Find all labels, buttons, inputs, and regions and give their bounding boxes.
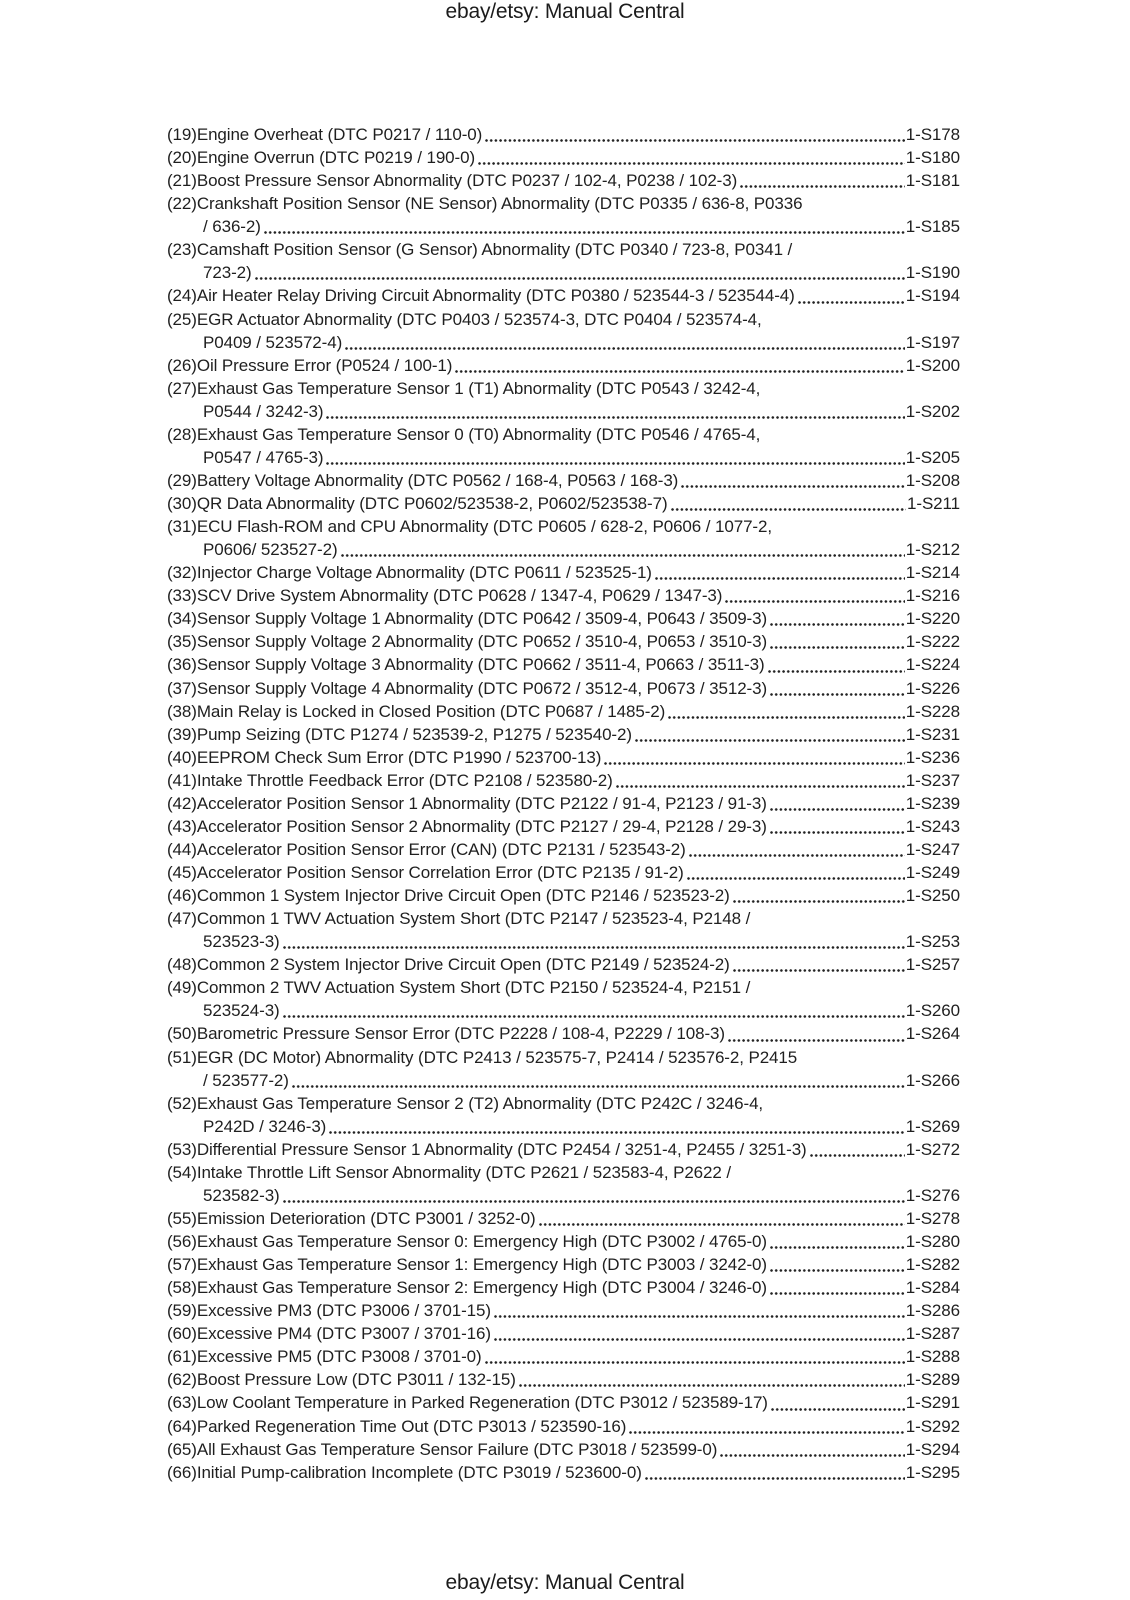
toc-page-ref: 1-S289	[905, 1370, 960, 1390]
dot-leader	[728, 1039, 905, 1042]
toc-page-ref: 1-S237	[905, 770, 960, 790]
toc-line	[167, 146, 960, 169]
toc-entry-text: / 523577-2)	[203, 1070, 289, 1090]
toc-line	[167, 884, 960, 907]
dot-leader	[283, 1015, 905, 1018]
toc-entry-text: (49)Common 2 TWV Actuation System Short (DTC P2150 / 523524-4, P2151 /	[167, 978, 751, 998]
toc-line	[167, 1230, 960, 1253]
toc-page-ref: 1-S269	[905, 1116, 960, 1136]
toc-line	[167, 1092, 960, 1115]
dot-leader	[770, 808, 905, 811]
dot-leader	[604, 762, 904, 765]
page-header: ebay/etsy: Manual Central	[445, 0, 685, 23]
dot-leader	[733, 969, 905, 972]
toc-line	[167, 1368, 960, 1391]
dot-leader	[519, 1384, 905, 1387]
toc-entry-text: P0606/ 523527-2)	[203, 540, 338, 560]
toc-page-ref: 1-S197	[905, 332, 960, 352]
toc-entry-text: (39)Pump Seizing (DTC P1274 / 523539-2, P1275 / 523540-2)	[167, 724, 632, 744]
toc-line	[167, 930, 960, 953]
toc-page-ref: 1-S190	[905, 263, 960, 283]
dot-leader	[478, 162, 905, 165]
dot-leader	[494, 1338, 905, 1341]
toc-page-ref: 1-S226	[905, 678, 960, 698]
toc-entry-text: (23)Camshaft Position Sensor (G Sensor) Abnormality (DTC P0340 / 723-8, P0341 /	[167, 240, 793, 260]
toc-page-ref: 1-S178	[905, 125, 960, 144]
dot-leader	[326, 462, 904, 465]
toc-entry-text: (53)Differential Pressure Sensor 1 Abnormality (DTC P2454 / 3251-4, P2455 / 3251-3)	[167, 1139, 807, 1159]
toc-page-ref: 1-S272	[905, 1139, 960, 1159]
toc-page-ref: 1-S280	[905, 1232, 960, 1251]
toc-entry-text: (31)ECU Flash-ROM and CPU Abnormality (DTC P0605 / 628-2, P0606 / 1077-2,	[167, 517, 772, 537]
toc-entry-text: / 636-2)	[203, 217, 261, 237]
toc-page-ref: 1-S228	[905, 701, 960, 721]
toc-line	[167, 515, 960, 538]
toc-page-ref: 1-S180	[905, 148, 960, 168]
toc-line	[167, 815, 960, 838]
toc-line	[167, 630, 960, 653]
toc-line	[167, 1161, 960, 1184]
dot-leader	[770, 1292, 905, 1295]
toc-line	[167, 1391, 960, 1414]
toc-entry-text: (19)Engine Overheat (DTC P0217 / 110-0)	[167, 125, 483, 144]
toc-page-ref: 1-S208	[905, 470, 960, 490]
dot-leader	[810, 1154, 905, 1157]
toc-line	[167, 284, 960, 307]
dot-leader	[616, 785, 905, 788]
toc-entry-text: (59)Excessive PM3 (DTC P3006 / 3701-15)	[167, 1301, 491, 1321]
toc-line	[167, 331, 960, 354]
toc-line	[167, 561, 960, 584]
toc-line	[167, 169, 960, 192]
toc-page-ref: 1-S243	[905, 816, 960, 836]
dot-leader	[671, 508, 907, 511]
toc-entry-text: 523524-3)	[203, 1001, 280, 1021]
toc-line	[167, 492, 960, 515]
dot-leader	[770, 693, 905, 696]
toc-line	[167, 1138, 960, 1161]
toc-page-ref: 1-S250	[905, 886, 960, 906]
toc-line	[167, 700, 960, 723]
dot-leader	[740, 185, 905, 188]
toc-entry-text: (28)Exhaust Gas Temperature Sensor 0 (T0) Abnormality (DTC P0546 / 4765-4,	[167, 424, 761, 444]
toc-entry-text: (22)Crankshaft Position Sensor (NE Sensor) Abnormality (DTC P0335 / 636-8, P0336	[167, 194, 803, 214]
toc-entry-text: (65)All Exhaust Gas Temperature Sensor Failure (DTC P3018 / 523599-0)	[167, 1439, 718, 1459]
dot-leader	[283, 1200, 905, 1203]
toc-entry-text: (35)Sensor Supply Voltage 2 Abnormality (DTC P0652 / 3510-4, P0653 / 3510-3)	[167, 632, 768, 652]
toc-line	[167, 469, 960, 492]
toc-page-ref: 1-S295	[905, 1462, 960, 1482]
toc-page-ref: 1-S194	[905, 286, 960, 306]
toc-entry-text: (42)Accelerator Position Sensor 1 Abnormality (DTC P2122 / 91-4, P2123 / 91-3)	[167, 793, 767, 813]
dot-leader	[668, 716, 905, 719]
toc-line	[167, 1415, 960, 1438]
toc-page-ref: 1-S260	[905, 1001, 960, 1021]
toc-entry-text: (47)Common 1 TWV Actuation System Short (DTC P2147 / 523523-4, P2148 /	[167, 909, 751, 929]
toc-entry-text: (54)Intake Throttle Lift Sensor Abnormality (DTC P2621 / 523583-4, P2622 /	[167, 1162, 731, 1182]
toc-line	[167, 1069, 960, 1092]
toc-line	[167, 1253, 960, 1276]
toc-page-ref: 1-S224	[905, 655, 960, 675]
dot-leader	[326, 416, 904, 419]
toc-entry-text: (55)Emission Deterioration (DTC P3001 / 3252-0)	[167, 1208, 536, 1228]
dot-leader	[341, 554, 905, 557]
toc-line	[167, 1022, 960, 1045]
toc-entry-text: 523582-3)	[203, 1185, 280, 1205]
toc-line	[167, 308, 960, 331]
toc-entry-text: (48)Common 2 System Injector Drive Circuit Open (DTC P2149 / 523524-2)	[167, 955, 730, 975]
dot-leader	[770, 1269, 905, 1272]
toc-page-ref: 1-S249	[905, 863, 960, 882]
toc-line	[167, 746, 960, 769]
toc-line	[167, 1438, 960, 1461]
toc-entry-text: (58)Exhaust Gas Temperature Sensor 2: Emergency High (DTC P3004 / 3246-0)	[167, 1278, 767, 1298]
toc-entry-text: (66)Initial Pump-calibration Incomplete (DTC P3019 / 523600-0)	[167, 1462, 642, 1482]
toc-line	[167, 446, 960, 469]
toc-entry-text: (51)EGR (DC Motor) Abnormality (DTC P2413 / 523575-7, P2414 / 523576-2, P2415	[167, 1047, 798, 1067]
toc-line	[167, 377, 960, 400]
toc-entry-text: (56)Exhaust Gas Temperature Sensor 0: Emergency High (DTC P3002 / 4765-0)	[167, 1232, 767, 1251]
toc-page-ref: 1-S253	[905, 932, 960, 952]
toc-page-ref: 1-S257	[905, 955, 960, 975]
toc-page-ref: 1-S205	[905, 447, 960, 467]
toc-line	[167, 907, 960, 930]
toc-entry-text: 723-2)	[203, 263, 252, 283]
dot-leader	[455, 370, 904, 373]
toc-entry-text: (44)Accelerator Position Sensor Error (CAN) (DTC P2131 / 523543-2)	[167, 839, 686, 859]
toc-line	[167, 354, 960, 377]
toc-line	[167, 1115, 960, 1138]
toc-entry-text: (33)SCV Drive System Abnormality (DTC P0628 / 1347-4, P0629 / 1347-3)	[167, 586, 723, 606]
dot-leader	[255, 277, 905, 280]
dot-leader	[681, 485, 905, 488]
toc-page-ref: 1-S266	[905, 1070, 960, 1090]
toc-page-ref: 1-S239	[905, 793, 960, 813]
toc-line	[167, 261, 960, 284]
toc-entry-text: (29)Battery Voltage Abnormality (DTC P0562 / 168-4, P0563 / 168-3)	[167, 470, 679, 490]
dot-leader	[645, 1477, 905, 1480]
toc-line	[167, 1046, 960, 1069]
toc-line	[167, 1299, 960, 1322]
toc-entry-text: (25)EGR Actuator Abnormality (DTC P0403 / 523574-3, DTC P0404 / 523574-4,	[167, 309, 762, 329]
toc-entry-text: (52)Exhaust Gas Temperature Sensor 2 (T2) Abnormality (DTC P242C / 3246-4,	[167, 1093, 764, 1113]
dot-leader	[329, 1131, 905, 1134]
toc-entry-text: (30)QR Data Abnormality (DTC P0602/523538-2, P0602/523538-7)	[167, 494, 668, 513]
toc-entry-text: (37)Sensor Supply Voltage 4 Abnormality (DTC P0672 / 3512-4, P0673 / 3512-3)	[167, 678, 768, 698]
toc-page-ref: 1-S292	[905, 1416, 960, 1436]
dot-leader	[720, 1454, 905, 1457]
toc-page-ref: 1-S291	[905, 1393, 960, 1413]
toc-line	[167, 1184, 960, 1207]
toc-line	[167, 238, 960, 261]
dot-leader	[345, 347, 905, 350]
toc-page-ref: 1-S200	[905, 355, 960, 375]
dot-leader	[687, 877, 905, 880]
toc-entry-text: (21)Boost Pressure Sensor Abnormality (DTC P0237 / 102-4, P0238 / 102-3)	[167, 171, 738, 191]
toc-page-ref: 1-S185	[905, 217, 960, 237]
page-footer: ebay/etsy: Manual Central	[445, 1571, 685, 1594]
toc-entry-text: (40)EEPROM Check Sum Error (DTC P1990 / 523700-13)	[167, 747, 602, 767]
toc-line	[167, 723, 960, 746]
dot-leader	[725, 600, 904, 603]
toc-line	[167, 792, 960, 815]
dot-leader	[689, 854, 905, 857]
toc-page-ref: 1-S236	[905, 747, 960, 767]
toc-page-ref: 1-S287	[905, 1324, 960, 1344]
toc-page-ref: 1-S181	[905, 171, 960, 191]
toc-entry-text: (20)Engine Overrun (DTC P0219 / 190-0)	[167, 148, 476, 168]
toc-line	[167, 423, 960, 446]
toc-line	[167, 653, 960, 676]
dot-leader	[770, 646, 905, 649]
toc-entry-text: P242D / 3246-3)	[203, 1116, 327, 1136]
toc-page-ref: 1-S286	[905, 1301, 960, 1321]
toc-line	[167, 677, 960, 700]
toc-entry-text: (41)Intake Throttle Feedback Error (DTC P2108 / 523580-2)	[167, 770, 613, 790]
toc-line	[167, 1276, 960, 1299]
toc-entry-text: (26)Oil Pressure Error (P0524 / 100-1)	[167, 355, 453, 375]
toc-entry-text: (45)Accelerator Position Sensor Correlation Error (DTC P2135 / 91-2)	[167, 863, 684, 882]
toc-line	[167, 861, 960, 884]
toc-page-ref: 1-S284	[905, 1278, 960, 1298]
toc-page-ref: 1-S247	[905, 839, 960, 859]
dot-leader	[655, 577, 905, 580]
dot-leader	[798, 301, 905, 304]
toc-entry-text: (57)Exhaust Gas Temperature Sensor 1: Emergency High (DTC P3003 / 3242-0)	[167, 1255, 767, 1275]
dot-leader	[264, 231, 905, 234]
toc-line	[167, 1207, 960, 1230]
toc-line	[167, 538, 960, 561]
toc-line	[167, 584, 960, 607]
toc-page-ref: 1-S231	[905, 724, 960, 744]
toc-entry-text: P0544 / 3242-3)	[203, 401, 324, 421]
dot-leader	[485, 1361, 905, 1364]
toc-entry-text: (60)Excessive PM4 (DTC P3007 / 3701-16)	[167, 1324, 491, 1344]
toc-page-ref: 1-S216	[905, 586, 960, 606]
toc-page-ref: 1-S264	[905, 1024, 960, 1044]
toc-page-ref: 1-S278	[905, 1208, 960, 1228]
toc-page-ref: 1-S212	[905, 540, 960, 560]
toc-line	[167, 215, 960, 238]
toc-page-ref: 1-S276	[905, 1185, 960, 1205]
toc-page-ref: 1-S214	[905, 563, 960, 583]
toc-line	[167, 1461, 960, 1484]
toc-entry-text: (62)Boost Pressure Low (DTC P3011 / 132-15)	[167, 1370, 516, 1390]
toc-line	[167, 999, 960, 1022]
toc-entry-text: (64)Parked Regeneration Time Out (DTC P3013 / 523590-16)	[167, 1416, 627, 1436]
toc-line	[167, 607, 960, 630]
toc-line	[167, 192, 960, 215]
toc-page-ref: 1-S222	[905, 632, 960, 652]
toc-entry-text: (24)Air Heater Relay Driving Circuit Abnormality (DTC P0380 / 523544-3 / 523544-4)	[167, 286, 795, 306]
dot-leader	[292, 1085, 905, 1088]
toc-line	[167, 1345, 960, 1368]
toc-entry-text: (43)Accelerator Position Sensor 2 Abnormality (DTC P2127 / 29-4, P2128 / 29-3)	[167, 816, 767, 836]
toc-entry-text: (32)Injector Charge Voltage Abnormality (DTC P0611 / 523525-1)	[167, 563, 652, 583]
toc-line	[167, 123, 960, 146]
dot-leader	[629, 1431, 904, 1434]
toc-entry-text: P0409 / 523572-4)	[203, 332, 343, 352]
dot-leader	[770, 1246, 905, 1249]
dot-leader	[770, 831, 905, 834]
toc-entry-text: (50)Barometric Pressure Sensor Error (DTC P2228 / 108-4, P2229 / 108-3)	[167, 1024, 725, 1044]
dot-leader	[539, 1223, 905, 1226]
dot-leader	[733, 900, 905, 903]
toc-line	[167, 953, 960, 976]
toc-entry-text: (27)Exhaust Gas Temperature Sensor 1 (T1) Abnormality (DTC P0543 / 3242-4,	[167, 378, 761, 398]
toc-page-ref: 1-S220	[905, 609, 960, 629]
dot-leader	[771, 1408, 905, 1411]
toc-page-ref: 1-S211	[907, 494, 960, 513]
toc-entry-text: (63)Low Coolant Temperature in Parked Regeneration (DTC P3012 / 523589-17)	[167, 1393, 768, 1413]
toc-entry-text: P0547 / 4765-3)	[203, 447, 324, 467]
toc-page-ref: 1-S294	[905, 1439, 960, 1459]
toc-line	[167, 400, 960, 423]
toc-entry-text: (36)Sensor Supply Voltage 3 Abnormality (DTC P0662 / 3511-4, P0663 / 3511-3)	[167, 655, 765, 675]
toc-line	[167, 1322, 960, 1345]
toc-line	[167, 976, 960, 999]
toc-list	[167, 123, 960, 1484]
toc-page-ref: 1-S288	[905, 1347, 960, 1367]
toc-page-ref: 1-S282	[905, 1255, 960, 1275]
dot-leader	[635, 739, 905, 742]
toc-entry-text: (61)Excessive PM5 (DTC P3008 / 3701-0)	[167, 1347, 482, 1367]
toc-line	[167, 769, 960, 792]
toc-page-ref: 1-S202	[905, 401, 960, 421]
dot-leader	[494, 1315, 905, 1318]
dot-leader	[770, 623, 905, 626]
toc-entry-text: (38)Main Relay is Locked in Closed Position (DTC P0687 / 1485-2)	[167, 701, 666, 721]
toc-entry-text: (34)Sensor Supply Voltage 1 Abnormality (DTC P0642 / 3509-4, P0643 / 3509-3)	[167, 609, 768, 629]
toc-entry-text: (46)Common 1 System Injector Drive Circuit Open (DTC P2146 / 523523-2)	[167, 886, 730, 906]
dot-leader	[485, 139, 905, 142]
toc-entry-text: 523523-3)	[203, 932, 280, 952]
toc-line	[167, 838, 960, 861]
dot-leader	[283, 946, 905, 949]
dot-leader	[768, 670, 905, 673]
